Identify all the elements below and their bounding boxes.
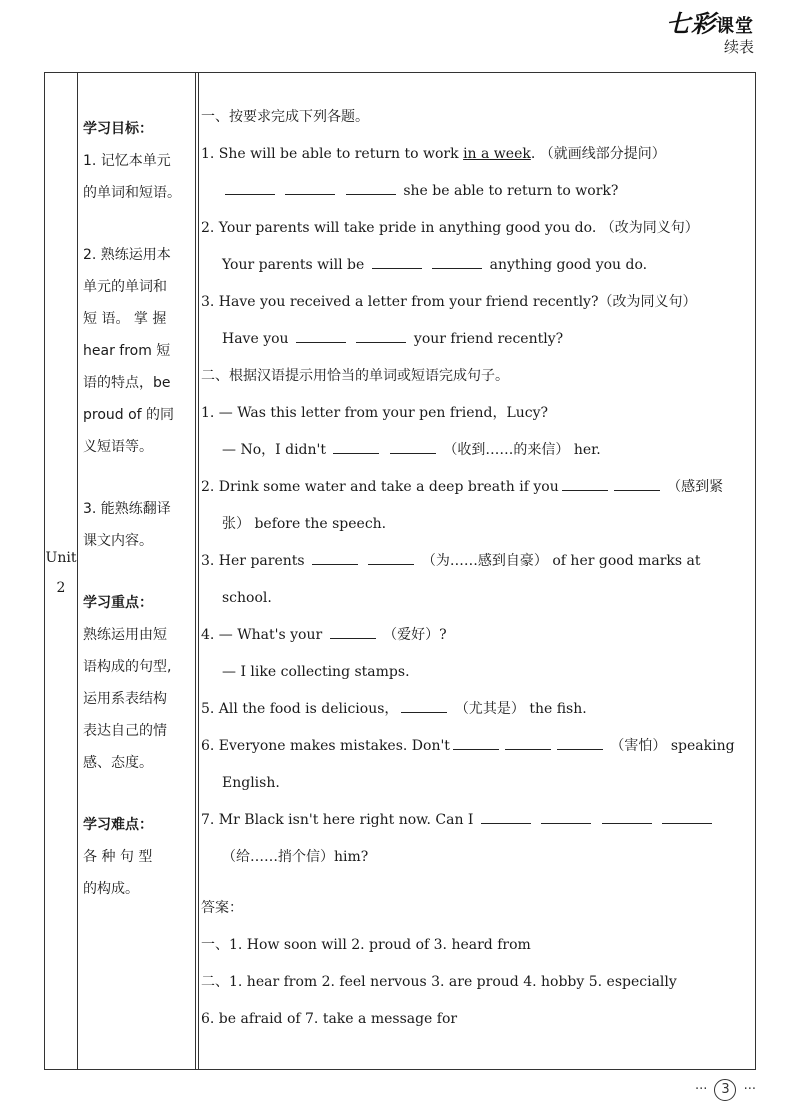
answer-line: 一、1. How soon will 2. proud of 3. heard from [201, 937, 531, 953]
exercise-column [201, 99, 757, 1038]
sentence-7-line-2: （给……捎个信）him? [222, 849, 369, 865]
learning-goals-column [83, 113, 195, 905]
focus-item: 表达自己的情 [83, 723, 167, 739]
answer-blank[interactable] [346, 180, 396, 195]
answer-blank[interactable] [557, 735, 603, 750]
answer-blank[interactable] [562, 476, 608, 491]
underlined-phrase: in a week [463, 146, 531, 162]
sentence-5: 5. All the food is delicious， （尤其是） the fish. [201, 691, 757, 728]
sentence-1-line-2: — No，I didn't （收到……的来信） her. [201, 432, 757, 469]
focus-item: 运用系表结构 [83, 691, 167, 707]
answer-line: 6. be afraid of 7. take a message for [201, 1011, 458, 1027]
answer-blank[interactable] [541, 809, 591, 824]
answer-blank[interactable] [333, 439, 379, 454]
section-title: 一、按要求完成下列各题。 [201, 109, 369, 125]
page-number: ··· 3 ··· [695, 1079, 756, 1101]
brand-logo [666, 4, 754, 39]
column-divider [198, 73, 199, 1069]
sentence-3-line-2: school. [222, 590, 272, 606]
difficulty-heading: 学习难点： [83, 817, 153, 833]
answer-blank[interactable] [356, 328, 406, 343]
goal-item: 3. 能熟练翻译 [83, 501, 171, 517]
focus-item: 感、态度。 [83, 755, 153, 771]
lesson-table [44, 72, 756, 1070]
brand-logo-part1: 七彩 [666, 10, 716, 38]
answer-blank[interactable] [481, 809, 531, 824]
sentence-4-line-2: — I like collecting stamps. [222, 664, 410, 680]
goal-item: proud of 的同 [83, 407, 175, 423]
sentence-3: 3. Her parents （为……感到自豪） of her good marks at [201, 543, 757, 580]
question-3: 3. Have you received a letter from your friend recently?（改为同义句） [201, 294, 697, 310]
question-2: 2. Your parents will take pride in anything good you do. （改为同义句） [201, 220, 699, 236]
focus-heading: 学习重点： [83, 595, 153, 611]
section-title: 二、根据汉语提示用恰当的单词或短语完成句子。 [201, 368, 509, 384]
goal-item: 课文内容。 [83, 533, 153, 549]
answer-blank[interactable] [390, 439, 436, 454]
brand-logo-part2: 课堂 [716, 16, 754, 37]
answer-blank[interactable] [505, 735, 551, 750]
answer-line: 二、1. hear from 2. feel nervous 3. are proud 4. hobby 5. especially [201, 974, 677, 990]
sentence-6: 6. Everyone makes mistakes. Don't （害怕） speaking [201, 728, 757, 765]
goal-item: 语的特点，be [83, 375, 171, 391]
answer-blank[interactable] [432, 254, 482, 269]
answer-blank[interactable] [614, 476, 660, 491]
goal-item: 1. 记忆本单元 [83, 153, 171, 169]
answer-blank[interactable] [372, 254, 422, 269]
sentence-7: 7. Mr Black isn't here right now. Can I [201, 802, 757, 839]
column-divider [195, 73, 196, 1069]
question-2-answer-line: Your parents will be anything good you do. [201, 247, 757, 284]
answer-blank[interactable] [296, 328, 346, 343]
question-1: 1. She will be able to return to work in a week. （就画线部分提问） [201, 146, 666, 162]
answer-blank[interactable] [330, 624, 376, 639]
difficulty-item: 各 种 句 型 [83, 849, 153, 865]
sentence-1: 1. — Was this letter from your pen friend，Lucy? [201, 405, 549, 421]
answer-blank[interactable] [401, 698, 447, 713]
goals-heading: 学习目标： [83, 121, 153, 137]
answer-blank[interactable] [312, 550, 358, 565]
answer-blank[interactable] [662, 809, 712, 824]
question-3-answer-line: Have you your friend recently? [201, 321, 757, 358]
answer-blank[interactable] [285, 180, 335, 195]
sentence-6-line-2: English. [222, 775, 280, 791]
goal-item: hear from 短 [83, 343, 171, 359]
answer-key [201, 890, 757, 1038]
answer-blank[interactable] [225, 180, 275, 195]
answer-title: 答案： [201, 900, 243, 916]
goal-item: 单元的单词和 [83, 279, 167, 295]
focus-item: 语构成的句型, [83, 659, 172, 675]
continued-label: 续表 [723, 38, 754, 56]
sentence-2-line-2: 张） before the speech. [222, 516, 387, 532]
answer-blank[interactable] [602, 809, 652, 824]
column-divider [77, 73, 78, 1069]
difficulty-item: 的构成。 [83, 881, 139, 897]
answer-blank[interactable] [453, 735, 499, 750]
focus-item: 熟练运用由短 [83, 627, 167, 643]
page-number-value: 3 [714, 1079, 736, 1101]
sentence-4: 4. — What's your （爱好）? [201, 617, 757, 654]
question-1-answer-line: she be able to return to work? [201, 173, 757, 210]
unit-label: Unit 2 [45, 550, 77, 596]
goal-item: 的单词和短语。 [83, 185, 181, 201]
answer-blank[interactable] [368, 550, 414, 565]
goal-item: 2. 熟练运用本 [83, 247, 171, 263]
goal-item: 短 语。 掌 握 [83, 311, 167, 327]
sentence-2: 2. Drink some water and take a deep breath if you （感到紧 [201, 469, 757, 506]
goal-item: 义短语等。 [83, 439, 153, 455]
